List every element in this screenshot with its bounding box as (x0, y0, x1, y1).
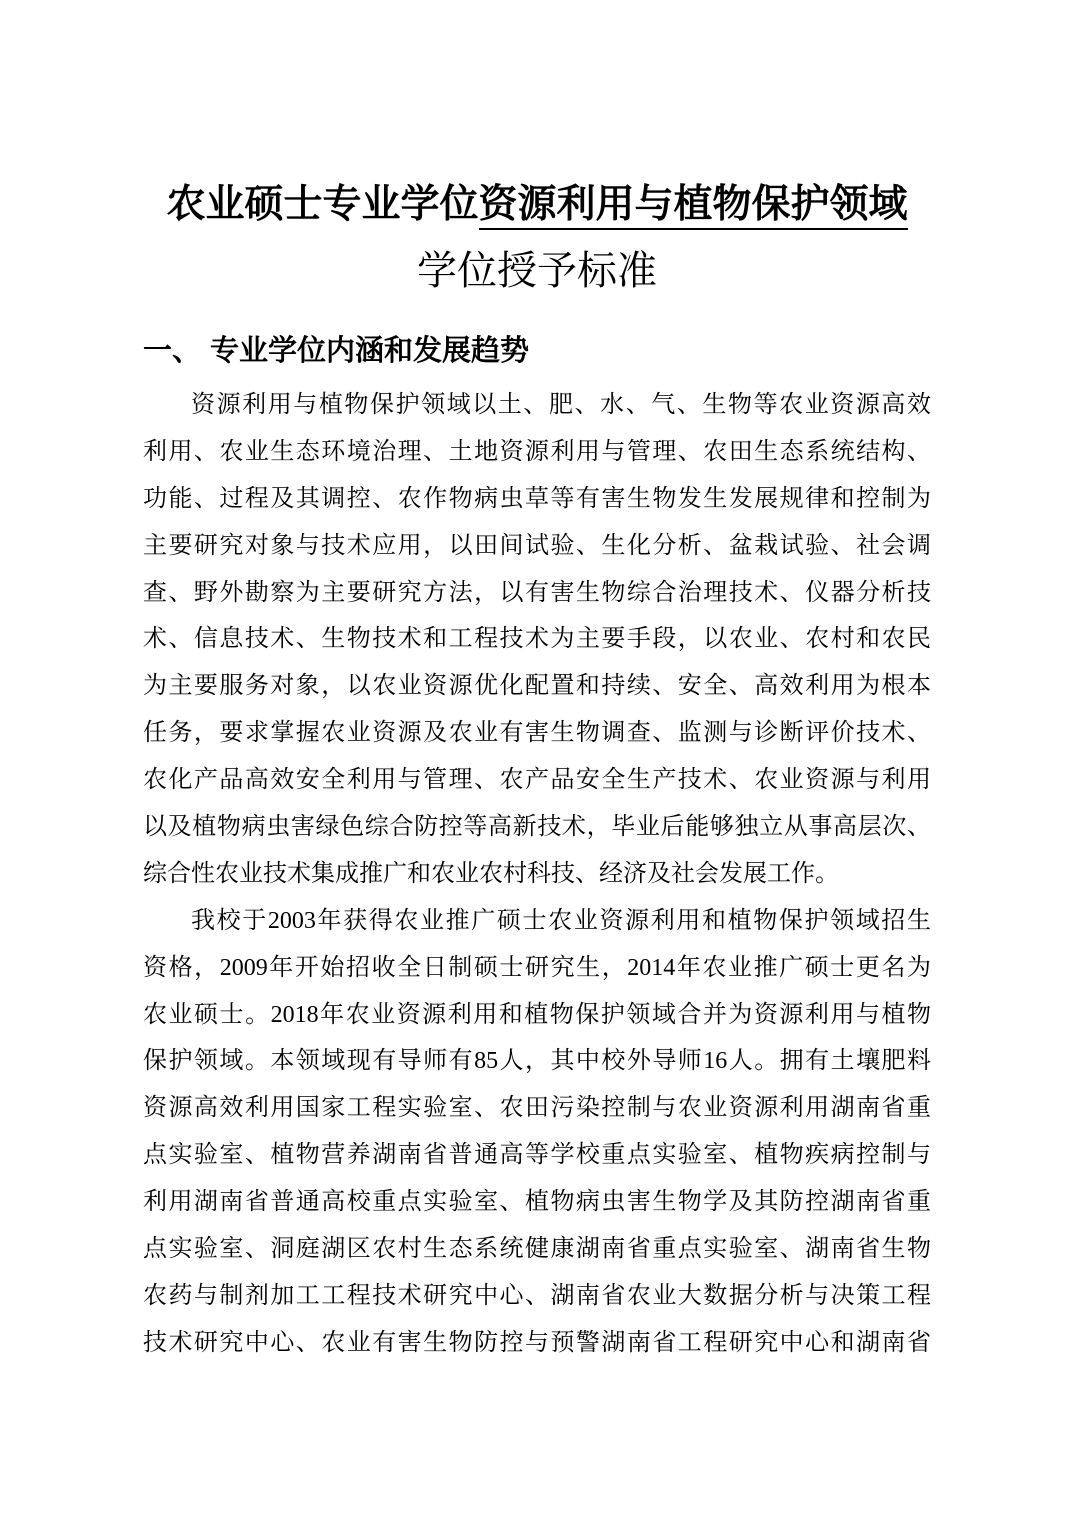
paragraph-1 (143, 382, 931, 898)
paragraph-line: 农业硕士。2018年农业资源利用和植物保护领域合并为资源利用与植物 (143, 1001, 931, 1028)
paragraph-line: 查、野外勘察为主要研究方法，以有害生物综合治理技术、仪器分析技 (143, 579, 931, 606)
paragraph-line: 综合性农业技术集成推广和农业农村科技、经济及社会发展工作。 (143, 860, 839, 887)
paragraph-line: 资格，2009年开始招收全日制硕士研究生，2014年农业推广硕士更名为 (143, 954, 931, 981)
paragraph-line: 为主要服务对象，以农业资源优化配置和持续、安全、高效利用为根本 (143, 673, 931, 700)
section-heading (143, 328, 931, 374)
paragraph-line: 我校于2003年获得农业推广硕士农业资源利用和植物保护领域招生 (191, 907, 931, 934)
paragraph-line: 技术研究中心、农业有害生物防控与预警湖南省工程研究中心和湖南省 (143, 1329, 931, 1356)
paragraph-line: 功能、过程及其调控、农作物病虫草等有害生物发生发展规律和控制为 (143, 485, 931, 512)
paragraph-line: 术、信息技术、生物技术和工程技术为主要手段，以农业、农村和农民 (143, 626, 931, 653)
paragraph-line: 点实验室、植物营养湖南省普通高等学校重点实验室、植物疾病控制与 (143, 1142, 931, 1169)
title-line-2: 学位授予标准 (417, 248, 657, 293)
title-plain-text: 农业硕士专业学位 (166, 183, 479, 226)
paragraph-line: 以及植物病虫害绿色综合防控等高新技术，毕业后能够独立从事高层次、 (143, 814, 931, 841)
paragraph-line: 点实验室、洞庭湖区农村生态系统健康湖南省重点实验室、湖南省生物 (143, 1236, 931, 1263)
document-title (143, 172, 931, 304)
paragraph-line: 农化产品高效安全利用与管理、农产品安全生产技术、农业资源与利用 (143, 767, 931, 794)
paragraph-line: 资源高效利用国家工程实验室、农田污染控制与农业资源利用湖南省重 (143, 1095, 931, 1122)
paragraph-line: 主要研究对象与技术应用，以田间试验、生化分析、盆栽试验、社会调 (143, 532, 931, 559)
paragraph-line: 保护领域。本领域现有导师有85人，其中校外导师16人。拥有土壤肥料 (143, 1048, 931, 1075)
paragraph-line: 农药与制剂加工工程技术研究中心、湖南省农业大数据分析与决策工程 (143, 1282, 931, 1309)
section-heading-text: 专业学位内涵和发展趋势 (210, 335, 530, 367)
section-number: 一、 (143, 335, 202, 367)
paragraph-line: 利用、农业生态环境治理、土地资源利用与管理、农田生态系统结构、 (143, 438, 931, 465)
paragraph-2 (143, 898, 931, 1367)
title-underlined-text: 资源利用与植物保护领域 (479, 183, 908, 230)
paragraph-line: 资源利用与植物保护领域以土、肥、水、气、生物等农业资源高效 (191, 392, 931, 418)
title-line-1 (143, 172, 931, 238)
paragraph-line: 任务，要求掌握农业资源及农业有害生物调查、监测与诊断评价技术、 (143, 720, 931, 747)
paragraph-line: 利用湖南省普通高校重点实验室、植物病虫害生物学及其防控湖南省重 (143, 1189, 931, 1216)
